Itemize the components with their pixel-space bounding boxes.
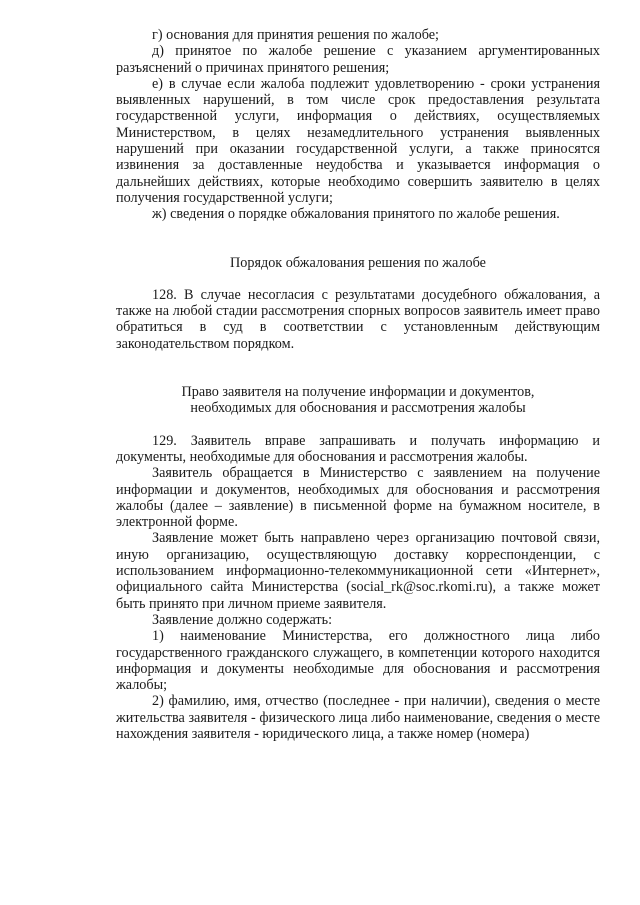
section-heading-appeal-order: Порядок обжалования решения по жалобе xyxy=(230,254,486,271)
paragraph-request-channels: Заявление может быть направлено через организацию почтовой связи, иную организацию, осуществляющую доставку корреспонденции, с использованием информационно-телекоммуникационной сети «Интернет», официального сайта Министерства (social_rk@soc.rkomi.ru), а также может быть принято при личном приеме заявителя. xyxy=(116,530,600,612)
document-body xyxy=(116,27,600,742)
list-item-zh: ж) сведения о порядке обжалования принятого по жалобе решения. xyxy=(152,206,560,223)
list-item-d: д) принятое по жалобе решение с указанием аргументированных разъяснений о причинах принятого решения; xyxy=(116,43,600,76)
spacer xyxy=(116,417,600,433)
spacer xyxy=(116,271,600,287)
list-item-e: е) в случае если жалоба подлежит удовлетворению - сроки устранения выявленных нарушений, в том числе срок предоставления результата государственной услуги, информация о действиях, осуществляемых Министерством, в целях незамедлительного устранения выявленных нарушений при оказании государственной услуги, а также приносятся извинения за доставленные неудобства и указывается информация о дальнейших действиях, которые необходимо совершить заявителю в целях получения государственной услуги; xyxy=(116,75,600,206)
list-item-1: 1) наименование Министерства, его должностного лица либо государственного гражданского служащего, в компетенции которого находится информация и документы необходимые для обоснования и рассмотрения жалобы; xyxy=(116,628,600,694)
spacer xyxy=(116,352,600,384)
paragraph-129: 129. Заявитель вправе запрашивать и получать информацию и документы, необходимые для обоснования и рассмотрения жалобы. xyxy=(116,432,600,465)
list-item-2: 2) фамилию, имя, отчество (последнее - при наличии), сведения о месте жительства заявителя - физического лица либо наименование, сведения о месте нахождения заявителя - юридического лица, а также номер (номера) xyxy=(116,693,600,742)
list-item-g: г) основания для принятия решения по жалобе; xyxy=(152,27,439,43)
paragraph-128: 128. В случае несогласия с результатами досудебного обжалования, а также на любой стадии рассмотрения спорных вопросов заявитель имеет право обратиться в суд в соответствии с установленным действующим законодательством порядком. xyxy=(116,286,600,352)
section-heading-right-line1: Право заявителя на получение информации и документов, xyxy=(181,384,535,401)
section-heading-right-line2: необходимых для обоснования и рассмотрения жалобы xyxy=(190,400,526,417)
paragraph-request-contents-intro: Заявление должно содержать: xyxy=(152,611,333,628)
paragraph-request-submission: Заявитель обращается в Министерство с заявлением на получение информации и документов, необходимых для обоснования и рассмотрения жалобы (далее – заявление) в письменной форме на бумажном носителе, в электронной форме. xyxy=(116,465,600,531)
spacer xyxy=(116,223,600,255)
